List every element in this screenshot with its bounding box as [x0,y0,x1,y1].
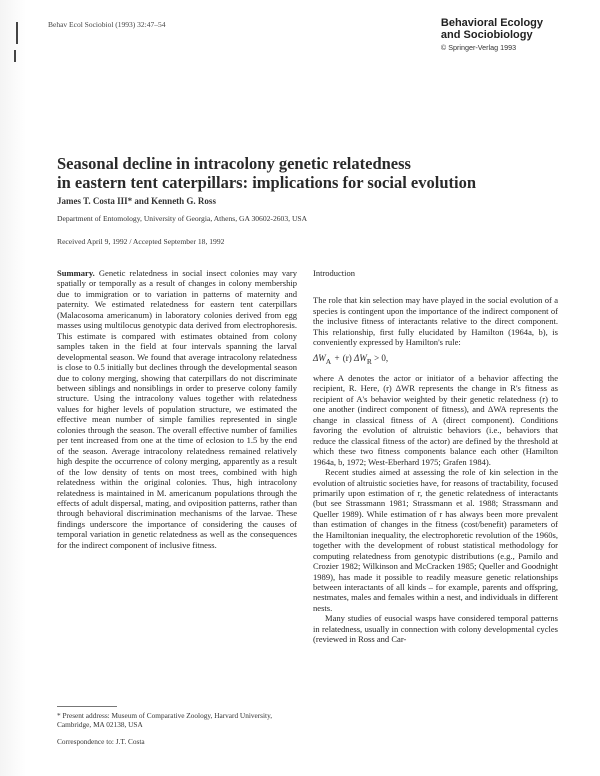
eq-lhs: ΔW [313,352,326,363]
journal-name-line2: and Sociobiology [440,29,533,41]
title-line-2: in eastern tent caterpillars: implications for social evolution [57,173,477,192]
scan-edge [0,0,26,776]
footnote-present-address: * Present address: Museum of Comparative Zoology, Harvard University, Cambridge, MA 02138, USA [57,711,273,729]
scan-mark [16,22,18,44]
affiliation: Department of Entomology, University of Georgia, Athens, GA 30602-2603, USA [57,214,308,223]
eq-plus: + [334,352,340,363]
intro-paragraph-3: Recent studies aimed at assessing the role of kin selection in the evolution of altruistic societies have, for reasons of tractability, focused primarily upon estimation of r, the genetic relatedness of interactants (but see Strassmann 1981; Strassmann et al. 1988; Strassmann and Queller 1989). While estimation of r has always been more prevalent than estimation of changes in the fitness (cost/benefit) parameters of the Hamiltonian inequality, the electrophoretic revolution of the 1960s, together with the development of robust statistical methodology for computing relatedness from genotypic distributions (e.g., Pamilo and Crozier 1982; Wilkinson and McCracken 1985; Queller and Goodnight 1989), has made it possible to readily measure genetic relationships between interactants of all kinds – for example, parents and offspring, nestmates, males and females within a nest, and individuals in different nests. [313,467,558,613]
eq-rhs: ΔW [354,352,367,363]
scan-mark [14,50,16,62]
journal-brand [441,17,543,52]
title-line-1: Seasonal decline in intracolony genetic relatedness [57,154,411,173]
eq-sub-a: A [325,356,332,366]
intro-paragraph-4: Many studies of eusocial wasps have considered temporal patterns in relatedness, usually in connection with colony developmental cycles (reviewed in Ross and Car- [313,613,558,645]
received-accepted-dates: Received April 9, 1992 / Accepted September 18, 1992 [57,237,225,246]
introduction-column [313,268,558,645]
intro-paragraph-2: where A denotes the actor or initiator of a behavior affecting the recipient, R. Here, (r) ΔWR represents the change in R's fitness as recipient of A's behavior weighted by their genetic relatedness (r) to one another (indirect component of fitness), and ΔWA represents the change in classical fitness of A (direct component). Conditions favoring the evolution of altruistic behaviors (i.e., behaviors that reduce the classical fitness of the actor) are defined by the threshold at which these two fitness components balance each other (Hamilton 1964a, b, 1972; West-Eberhard 1975; Grafen 1984). [313,372,558,467]
journal-name-line1: Behavioral Ecology [440,17,543,29]
summary-text: Genetic relatedness in social insect colonies may vary spatially or temporally as a result of changes in colony membership due to immigration or to variation in patterns of maternity and paternity. We estimated relatedness for eastern tent caterpillars (Malacosoma americanum) in laboratory colonies derived from egg masses using multilocus genotypic data derived from electrophoresis. This estimate is compared with estimates obtained from colony samples taken in the field at four intervals spanning the larval developmental season. We found that average intracolony relatedness is close to 0.5 initially but declines through the developmental season due to colony merging, showing that caterpillars do not discriminate between siblings and nonsiblings in order to preserve colony family structure. Using the intracolony values together with relatedness values for higher levels of population structure, we estimated the effective mean number of simple families represented in single colonies through the season. The overall effective number of families per tent increased from one at the time of eclosion to 1.5 by the end of the season. Average intracolony relatedness remained relatively high despite the occurrence of colony merging, apparently as a result of the low density of tents on most trees, combined with high relatedness within the original colonies. Thus, high intracolony relatedness is maintained in M. americanum populations through the effects of adult dispersal, mating, and oviposition patterns, rather than through behavioral discrimination mechanisms of the larvae. These findings underscore the importance of considering the causes of temporal variation in genetic relatedness as well as the consequences for the indirect component of inclusive fitness. [57,268,298,550]
summary-paragraph [57,268,297,550]
introduction-heading: Introduction [313,268,356,278]
hamiltons-rule-equation [313,353,558,367]
intro-paragraph-1: The role that kin selection may have played in the social evolution of a species is contingent upon the importance of the indirect component of the inclusive fitness of interactants relative to the direct component. This relationship, first fully elucidated by Hamilton (1964a, b), is conveniently expressed by Hamilton's rule: [313,295,558,348]
eq-r: (r) [342,352,352,363]
eq-gt: > 0, [374,352,389,363]
article-title [57,154,557,192]
footnote-divider [57,706,117,707]
summary-label: Summary. [57,268,95,278]
eq-sub-r: R [366,356,372,366]
footnote-correspondence: Correspondence to: J.T. Costa [57,737,145,746]
publisher-copyright: © Springer-Verlag 1993 [440,43,517,52]
summary-column [57,268,297,550]
journal-citation: Behav Ecol Sociobiol (1993) 32:47–54 [48,20,166,29]
authors: James T. Costa III* and Kenneth G. Ross [57,196,216,206]
